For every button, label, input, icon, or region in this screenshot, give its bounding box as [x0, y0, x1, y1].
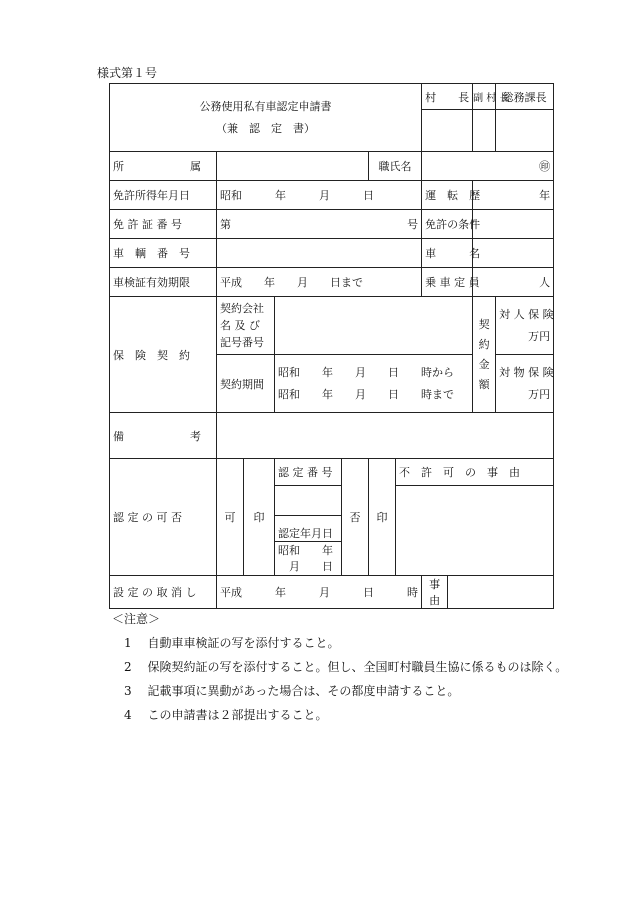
cancellation-reason-field[interactable]	[448, 576, 554, 609]
vehicle-name-field[interactable]	[473, 239, 554, 268]
license-date-field[interactable]: 昭和 年 月 日	[217, 181, 422, 210]
general-affairs-stamp-box[interactable]	[496, 110, 554, 152]
vehicle-name-label: 車 名	[422, 239, 473, 268]
cert-date-field[interactable]: 昭和 年 月 日	[275, 542, 342, 576]
name-field[interactable]	[422, 152, 554, 181]
approver-deputy-mayor: 副 村 長	[473, 84, 496, 110]
note-item: 4 この申請書は２部提出すること。	[124, 708, 328, 722]
driving-history-field[interactable]	[473, 181, 554, 210]
license-number-label: 免 許 証 番 号	[110, 210, 217, 239]
license-conditions-field[interactable]	[473, 210, 554, 239]
insurance-label: 保 険 契 約	[110, 297, 217, 413]
contract-period-to: 昭和 年 月 日 時まで	[278, 387, 454, 401]
bodily-insurance-cell[interactable]	[496, 297, 554, 355]
capacity-field[interactable]	[473, 268, 554, 297]
vehicle-number-field[interactable]	[217, 239, 422, 268]
remarks-field[interactable]	[217, 413, 554, 459]
contract-period-from: 昭和 年 月 日 時から	[278, 365, 454, 379]
driving-history-label: 運 転 歴	[422, 181, 473, 210]
application-form	[109, 83, 554, 609]
cancellation-reason-label: 事由	[422, 576, 448, 609]
note-item: 3 記載事項に異動があった場合は、その都度申請すること。	[124, 684, 460, 698]
cancellation-label: 設 定 の 取 消 し	[110, 576, 217, 609]
deny-mark[interactable]: 否	[342, 459, 369, 576]
deputy-stamp-box[interactable]	[473, 110, 496, 152]
denial-reason-label: 不 許 可 の 事 由	[396, 459, 554, 486]
approval-label: 認 定 の 可 否	[110, 459, 217, 576]
affiliation-field[interactable]	[217, 152, 369, 181]
insurer-label: 契約会社 名 及 び 記号番号	[217, 297, 275, 355]
capacity-label: 乗 車 定 員	[422, 268, 473, 297]
notes-heading: ＜注意＞	[112, 612, 161, 626]
vehicle-number-label: 車 輌 番 号	[110, 239, 217, 268]
affiliation-label: 所 属	[110, 152, 217, 181]
cert-number-label: 認 定 番 号	[275, 459, 342, 486]
form-title	[110, 84, 422, 152]
bodily-insurance-label: 対 人 保 険	[499, 307, 554, 321]
denial-reason-field[interactable]	[396, 486, 554, 576]
cert-date-label: 認定年月日	[275, 516, 342, 542]
approve-seal[interactable]: 印	[244, 459, 275, 576]
years-unit: 年	[539, 189, 551, 202]
name-label: 職氏名	[369, 152, 422, 181]
bodily-insurance-unit: 万円	[528, 329, 551, 343]
license-number-prefix: 第	[220, 218, 231, 231]
property-insurance-cell[interactable]	[496, 355, 554, 413]
approve-mark[interactable]: 可	[217, 459, 244, 576]
persons-unit: 人	[539, 276, 551, 289]
title-line1: 公務使用私有車認定申請書	[199, 99, 332, 113]
license-number-field[interactable]	[217, 210, 422, 239]
license-number-suffix: 号	[407, 218, 419, 231]
note-item: 2 保険契約証の写を添付すること。但し、全国町村職員生協に係るものは除く。	[124, 660, 568, 674]
seal-mark: ㊞	[539, 160, 551, 173]
approver-mayor: 村 長	[422, 84, 473, 110]
contract-amount-label: 契 約 金 額	[473, 297, 496, 413]
mayor-stamp-box[interactable]	[422, 110, 473, 152]
title-line2: （兼 認 定 書）	[216, 121, 316, 135]
contract-period-field[interactable]	[275, 355, 473, 413]
inspection-expiry-label: 車検証有効期限	[110, 268, 217, 297]
inspection-expiry-field[interactable]: 平成 年 月 日まで	[217, 268, 422, 297]
license-date-label: 免許所得年月日	[110, 181, 217, 210]
approver-general-affairs: 総務課長	[496, 84, 554, 110]
license-conditions-label: 免許の条件	[422, 210, 473, 239]
form-number: 様式第１号	[97, 66, 158, 80]
deny-seal[interactable]: 印	[369, 459, 396, 576]
notes-section	[112, 607, 567, 727]
cancellation-field[interactable]: 平成 年 月 日 時	[217, 576, 422, 609]
remarks-label: 備 考	[110, 413, 217, 459]
property-insurance-label: 対 物 保 険	[499, 365, 554, 379]
insurer-field[interactable]	[275, 297, 473, 355]
cert-number-field[interactable]	[275, 486, 342, 516]
property-insurance-unit: 万円	[528, 387, 551, 401]
contract-period-label: 契約期間	[217, 355, 275, 413]
note-item: 1 自動車車検証の写を添付すること。	[124, 636, 340, 650]
